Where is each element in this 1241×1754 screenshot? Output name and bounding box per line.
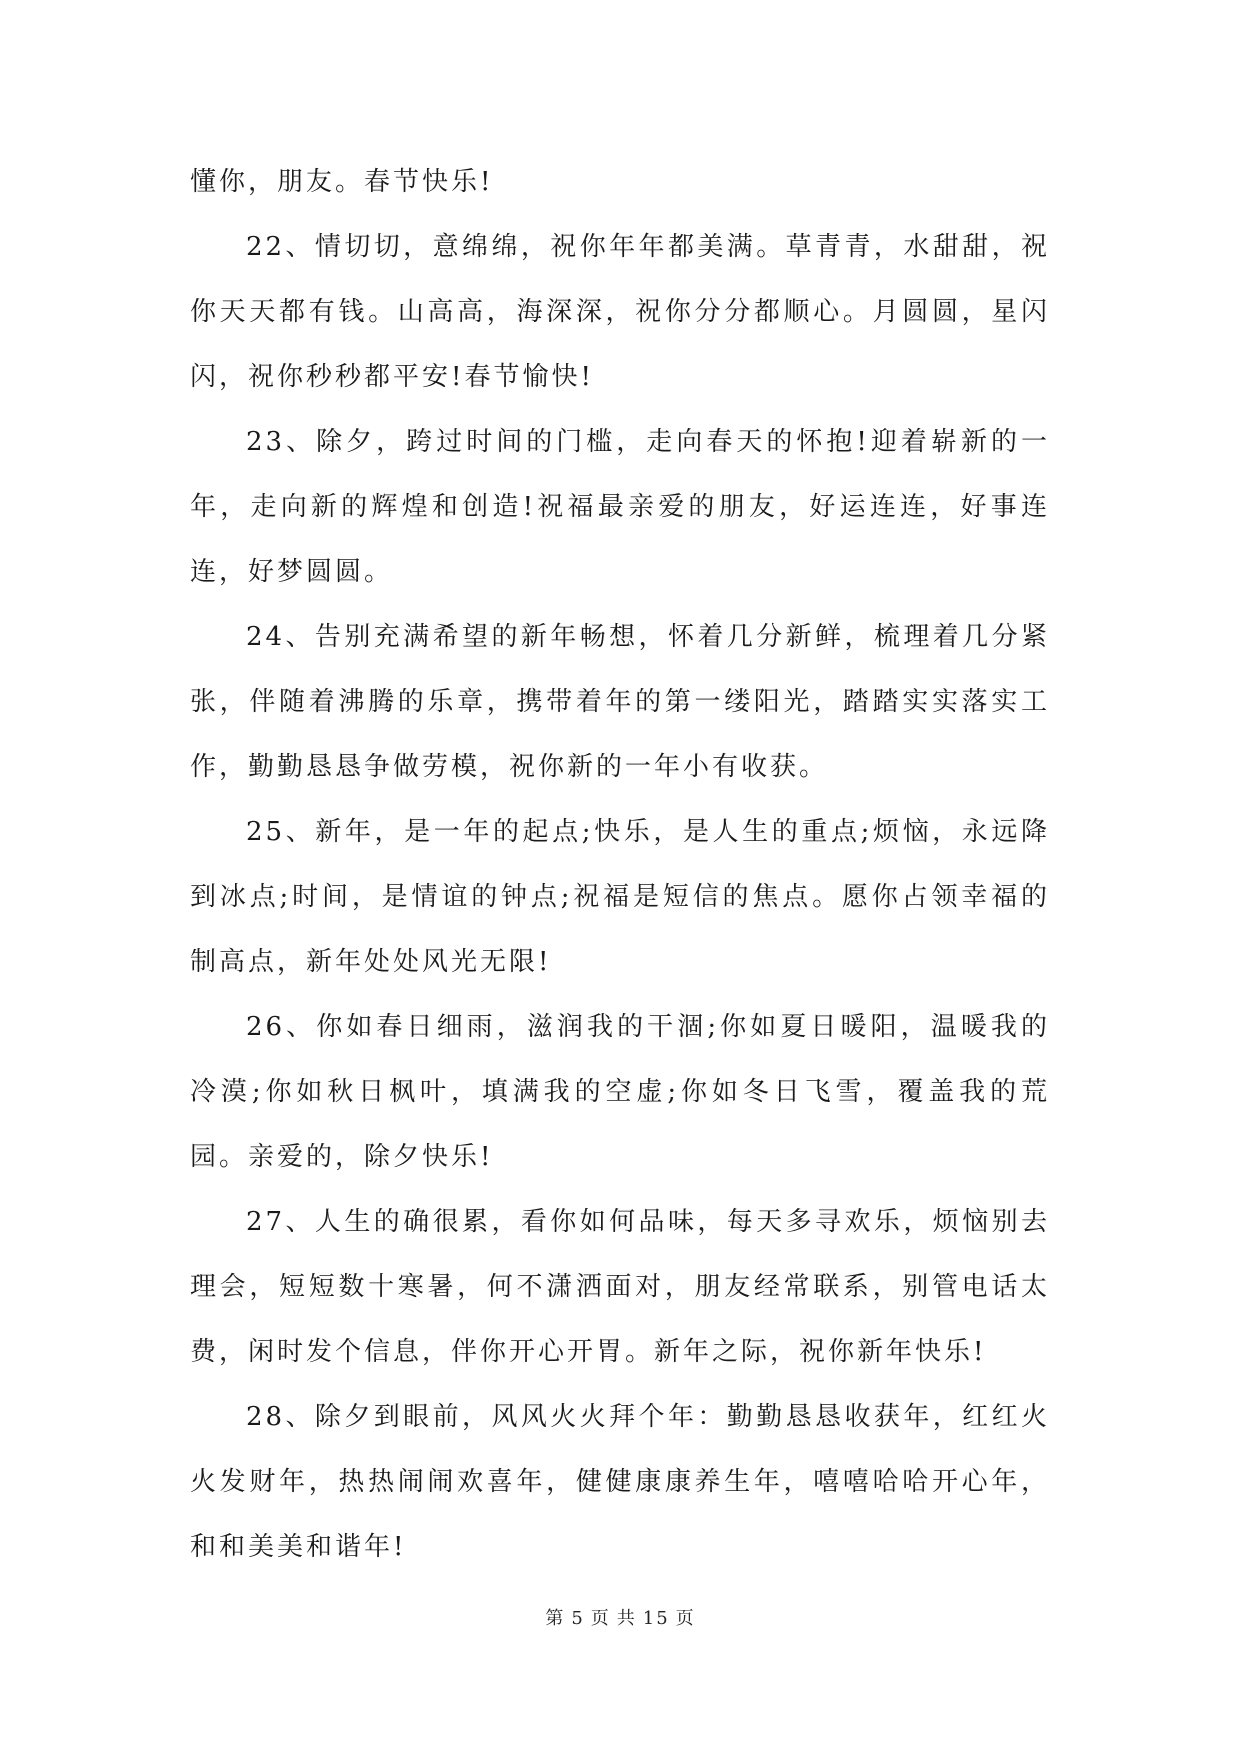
footer-page-word: 页 — [590, 1608, 611, 1629]
paragraph-23: 23、除夕，跨过时间的门槛，走向春天的怀抱!迎着崭新的一年，走向新的辉煌和创造!祝福最亲爱的朋友，好运连连，好事连连，好梦圆圆。 — [190, 427, 1050, 587]
footer-current-page: 5 — [571, 1608, 585, 1629]
paragraph-continuation: 懂你，朋友。春节快乐! — [190, 167, 494, 197]
paragraph-25: 25、新年，是一年的起点;快乐，是人生的重点;烦恼，永远降到冰点;时间，是情谊的钟点;祝福是短信的焦点。愿你占领幸福的制高点，新年处处风光无限! — [190, 817, 1050, 977]
paragraph-28: 28、除夕到眼前，风风火火拜个年：勤勤恳恳收获年，红红火火发财年，热热闹闹欢喜年，健健康康养生年，嘻嘻哈哈开心年，和和美美和谐年! — [190, 1402, 1050, 1562]
paragraph-26: 26、你如春日细雨，滋润我的干涸;你如夏日暖阳，温暖我的冷漠;你如秋日枫叶，填满我的空虚;你如冬日飞雪，覆盖我的荒园。亲爱的，除夕快乐! — [190, 1012, 1050, 1172]
footer-suffix: 页 — [675, 1608, 696, 1629]
footer-total-word: 共 — [616, 1608, 637, 1629]
footer-total-pages: 15 — [642, 1608, 670, 1629]
footer-prefix: 第 — [545, 1608, 566, 1629]
paragraph-27: 27、人生的确很累，看你如何品味，每天多寻欢乐，烦恼别去理会，短短数十寒暑，何不潇洒面对，朋友经常联系，别管电话太费，闲时发个信息，伴你开心开胃。新年之际，祝你新年快乐! — [190, 1207, 1050, 1367]
page-footer — [0, 1604, 1241, 1630]
paragraph-22: 22、情切切，意绵绵，祝你年年都美满。草青青，水甜甜，祝你天天都有钱。山高高，海深深，祝你分分都顺心。月圆圆，星闪闪，祝你秒秒都平安!春节愉快! — [190, 232, 1050, 392]
document-body — [190, 150, 1050, 1580]
paragraph-24: 24、告别充满希望的新年畅想，怀着几分新鲜，梳理着几分紧张，伴随着沸腾的乐章，携带着年的第一缕阳光，踏踏实实落实工作，勤勤恳恳争做劳模，祝你新的一年小有收获。 — [190, 622, 1050, 782]
